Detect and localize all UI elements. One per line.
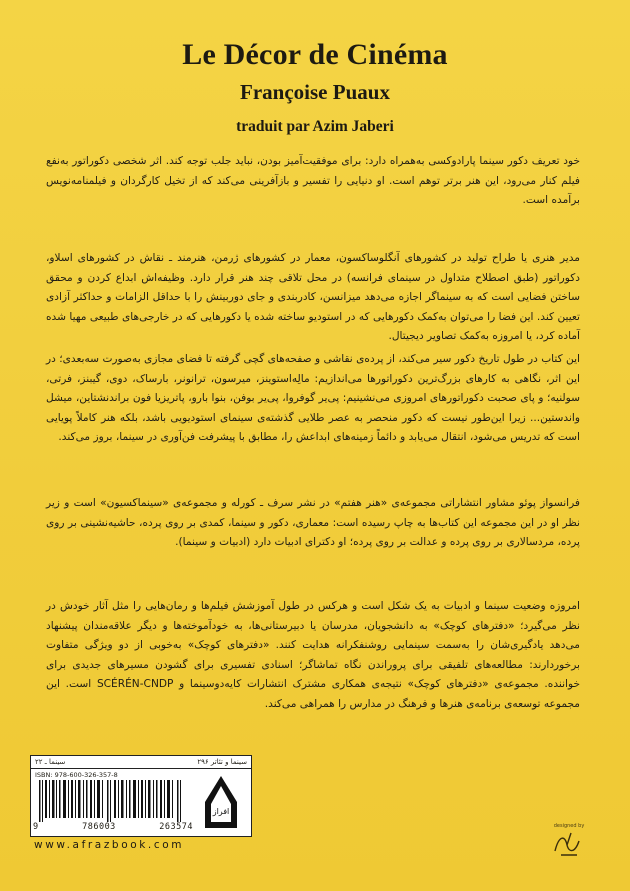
designer-credit-label: designed by bbox=[553, 823, 585, 829]
author-bio-paragraph: فرانسواز پوئو مشاور انتشاراتی مجموعه‌ی «هنر هفتم» در نشر سرف ـ کورله و مجموعه‌ی «سینماکسیون» است و زیر نظر او در این مجموعه این کتاب‌ها به چاپ رسیده است: معماری، دکور و سینما، کمدی بر روی پرده، حاشیه‌نشینی بر روی پرده، مردسالاری بر روی پرده و عدالت بر روی پرده؛ او دکترای ادبیات دارد (ادبیات و سینما). bbox=[46, 497, 580, 548]
publisher-logo-text: افراز bbox=[212, 807, 230, 816]
barcode-digits bbox=[33, 822, 193, 832]
series-info-row bbox=[31, 756, 251, 769]
blurb-paragraph-1: خود تعریف دکور سینما پارادوکسی به‌همراه دارد: برای موفقیت‌آمیز بودن، نباید جلب توجه کند. اثر شخصی دکوراتور به‌نفع فیلم کنار می‌رود، این هنر برتر توهم است. او دنیایی را تفسیر و بازآفرینی می‌کند که از تخیل کارگردان و فیلمنامه‌نویس برآمده است. bbox=[46, 155, 580, 206]
blurb-paragraph-2: مدیر هنری یا طراح تولید در کشورهای آنگلوساکسون، معمار در کشورهای ژرمن، هنرمند ـ نقاش در کشورهای اسلاو، دکوراتور (طبق اصطلاح متداول در سینمای فرانسه) در محل تلاقی چند هنر قرار دارد. وظیفه‌اش ابداع کردن و محقق ساختن فضایی است که به سینماگر اجازه می‌دهد میزانسن، کادربندی و جای دوربینش را با حداقل الزامات و حداکثر آزادی تعیین کند. این فضا را می‌توان به‌کمک دکورهایی که در استودیو ساخته شده یا دکورهایی که در خارجی‌های طبیعی مهیا شده آماده کرد، یا امروزه به‌کمک تصاویر دیجیتال. bbox=[46, 252, 580, 342]
designer-credit bbox=[534, 823, 604, 873]
barcode-digit-group-1: 786003 bbox=[82, 822, 116, 832]
book-translator: traduit par Azim Jaberi bbox=[236, 118, 394, 135]
series-number: سینما ـ ۲۲ bbox=[35, 758, 66, 766]
publisher-logo-icon bbox=[199, 774, 243, 830]
barcode-bars bbox=[37, 780, 187, 822]
blurb-paragraph-3: این کتاب در طول تاریخ دکور سیر می‌کند، از پرده‌ی نقاشی و صفحه‌های گچی گرفته تا فضای مجازی به‌صورت سه‌بعدی؛ در این اثر، نگاهی به کارهای بزرگ‌ترین دکوراتورها می‌اندازیم: مالِه‌استوینز، میرسون، ترانونر، بارساک، دوی، گیبنز، فرتی، سولنیه؛ و پای صحبت دکوراتورهای امروزی می‌نشینیم: پی‌یر گوفروا، پی‌یر بوفن، بنوا بارو، پاتریزیا فون براندنشتاین، میشل واندستین... زیرا این‌طور نیست که دکور منحصر به عصر طلایی گذشته‌ی سینمای استودیویی باشد، بلکه هنر کاملاً پویایی است که تدریس می‌شود، انتقال می‌یابد و دائماً زمینه‌های ابداعش را، مطابق با پیشرفت فن‌آوری در سینما، بروز می‌کند. bbox=[46, 353, 580, 443]
barcode-digit-group-2: 263574 bbox=[159, 822, 193, 832]
series-label: سینما و تئاتر ۲۹۶ bbox=[197, 758, 247, 766]
barcode-digit-prefix: 9 bbox=[33, 822, 39, 832]
designer-signature-icon bbox=[549, 829, 589, 859]
isbn-text: ISBN: 978-600-326-357-8 bbox=[35, 771, 118, 779]
book-title: Le Décor de Cinéma bbox=[182, 38, 448, 71]
series-description-paragraph: امروزه وضعیت سینما و ادبیات به یک شکل است و هرکس در طول آموزشش فیلم‌ها و رمان‌هایی را مثل آثار خودش در نظر می‌گیرد؛ «دفترهای کوچک» به دانشجویان، مدرسان یا دبیرستانی‌ها، به خودآموخته‌ها و دیگر علاقه‌مندان پیشنهاد می‌دهد یادگیری‌شان را به‌سمت سینمایی روشنفکرانه هدایت کنند. «دفترهای کوچک» به‌خوبی از دو ویژگی متفاوت برخوردارند: مطالعه‌های تلفیقی برای پروراندن نگاه تماشاگر؛ اسنادی تفسیری برای گشودن مسیرهای جدیدی برای خواننده. مجموعه‌ی «دفترهای کوچک» نتیجه‌ی همکاری مشترک انتشارات کایه‌دوسینما و SCÉRÉN-CNDP است. این مجموعه توسعه‌ی برنامه‌ی هنرها و فرهنگ در مدارس را همراهی می‌کند. bbox=[46, 600, 581, 710]
barcode-panel bbox=[30, 755, 252, 837]
publisher-website: www.afrazbook.com bbox=[34, 839, 185, 851]
book-author: Françoise Puaux bbox=[240, 80, 390, 104]
